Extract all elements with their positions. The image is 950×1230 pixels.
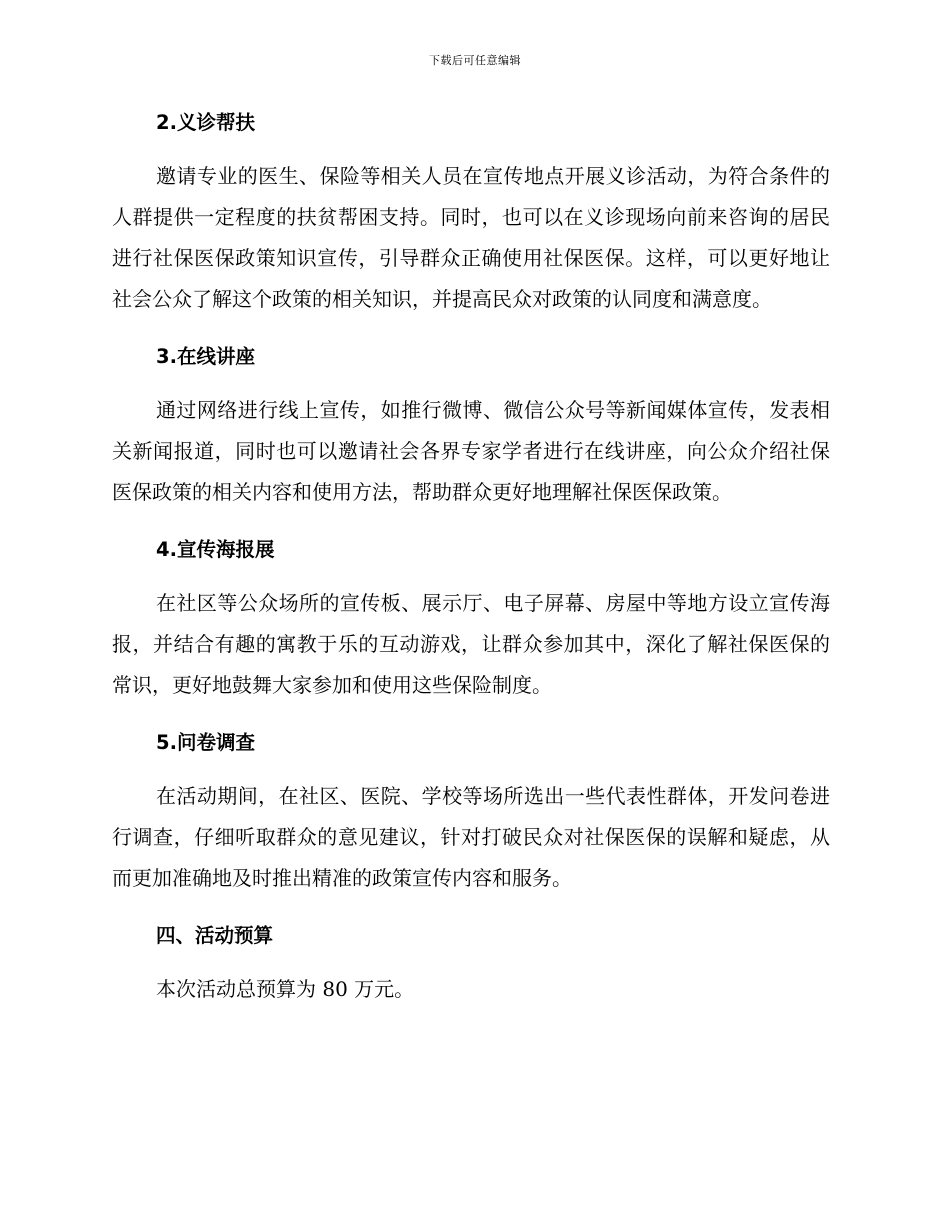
section-paragraph: 通过网络进行线上宣传，如推行微博、微信公众号等新闻媒体宣传，发表相关新闻报道，同时也可以邀请社会各界专家学者进行在线讲座，向公众介绍社保医保政策的相关内容和使用方法，帮助群众更好地理解社保医保政策。 [112, 398, 830, 504]
document-body [112, 108, 830, 1032]
section-heading: 5.问卷调查 [156, 731, 255, 754]
section-heading: 4.宣传海报展 [156, 538, 275, 561]
section-free-clinic [112, 108, 830, 320]
section-budget [112, 921, 830, 1010]
section-poster-exhibition [112, 535, 830, 706]
section-paragraph: 在活动期间，在社区、医院、学校等场所选出一些代表性群体，开发问卷进行调查，仔细听取群众的意见建议，针对打破民众对社保医保的误解和疑虑，从而更加准确地及时推出精准的政策宣传内容和服务。 [112, 784, 830, 890]
section-questionnaire [112, 728, 830, 899]
page-header: 下载后可任意编辑 [429, 54, 521, 67]
section-paragraph: 邀请专业的医生、保险等相关人员在宣传地点开展义诊活动，为符合条件的人群提供一定程度的扶贫帮困支持。同时，也可以在义诊现场向前来咨询的居民进行社保医保政策知识宣传，引导群众正确使用社保医保。这样，可以更好地让社会公众了解这个政策的相关知识，并提高民众对政策的认同度和满意度。 [112, 164, 830, 311]
section-paragraph: 在社区等公众场所的宣传板、展示厅、电子屏幕、房屋中等地方设立宣传海报，并结合有趣的寓教于乐的互动游戏，让群众参加其中，深化了解社保医保的常识，更好地鼓舞大家参加和使用这些保险制度。 [112, 591, 830, 697]
section-heading: 四、活动预算 [156, 924, 274, 947]
section-heading: 2.义诊帮扶 [156, 111, 255, 134]
section-paragraph: 本次活动总预算为 80 万元。 [156, 977, 415, 1001]
section-heading: 3.在线讲座 [156, 345, 255, 368]
section-online-lecture [112, 342, 830, 513]
